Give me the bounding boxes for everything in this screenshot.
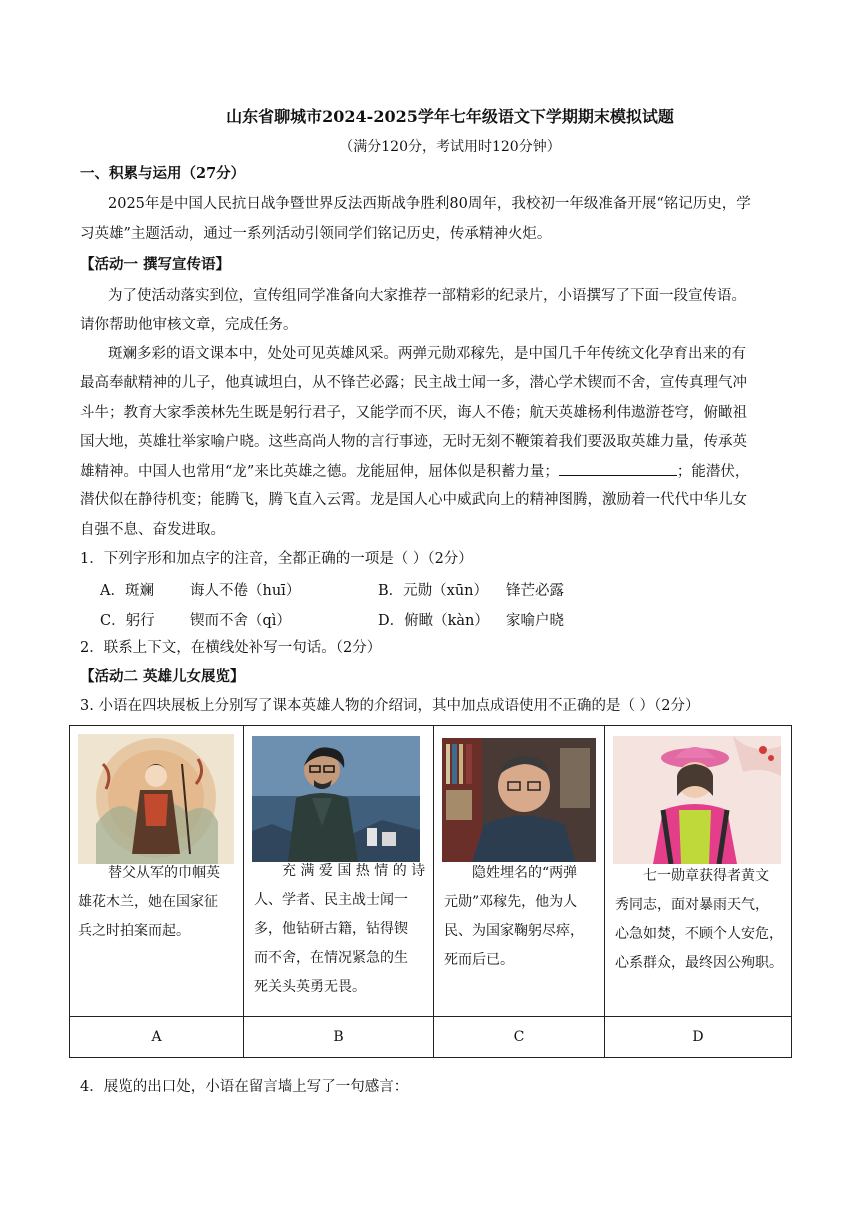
passage-line-4: 国大地，英雄壮举家喻户晓。这些高尚人物的言行事迹，无时无刻不鞭策着我们要汲取英雄力量，传承英 xyxy=(80,434,747,450)
board-c-label: C xyxy=(434,1017,605,1058)
intro-line-1: 2025年是中国人民抗日战争暨世界反法西斯战争胜利80周年，我校初一年级准备开展“铭记历史，学 xyxy=(108,196,751,212)
board-d-line: 七一勋章获得者黄文 xyxy=(643,868,769,884)
board-d-line: 心急如焚，不顾个人安危， xyxy=(615,926,783,942)
exam-subtitle: （满分120分，考试用时120分钟） xyxy=(339,139,561,155)
passage-line-2: 最高奉献精神的儿子，他真诚坦白，从不锋芒必露；民主战士闻一多，潜心学术锲而不舍，宣传真理气冲 xyxy=(80,375,747,391)
q1-option-a-word: A．斑斓 xyxy=(100,583,154,599)
board-c-line: 死而后已。 xyxy=(444,952,514,968)
board-c-caption xyxy=(444,859,597,975)
board-a-label: A xyxy=(70,1017,244,1058)
board-c-line: 隐姓埋名的“两弹 xyxy=(472,865,578,881)
passage-line-1: 斑斓多彩的语文课本中，处处可见英雄风采。两弹元勋邓稼先，是中国几千年传统文化孕育出来的有 xyxy=(108,346,746,362)
q2-stem: 2．联系上下文，在横线处补写一句话。（2分） xyxy=(80,640,382,656)
activity1-heading: 【活动一 撰写宣传语】 xyxy=(80,256,231,273)
q1-stem: 1．下列字形和加点字的注音，全都正确的一项是（ ）（2分） xyxy=(80,551,473,567)
board-b-line: 而不舍，在情况紧急的生 xyxy=(254,950,408,966)
board-d-label: D xyxy=(605,1017,792,1058)
board-a-line: 雄花木兰，她在国家征 xyxy=(78,894,218,910)
board-b-line: 死关头英勇无畏。 xyxy=(254,979,366,995)
huang-wenxiu-photo xyxy=(613,736,781,864)
intro-line-2: 习英雄”主题活动，通过一系列活动引领同学们铭记历史，传承精神火炬。 xyxy=(80,226,552,242)
board-d-caption xyxy=(615,862,787,978)
board-a-line: 兵之时拍案而起。 xyxy=(78,923,190,939)
q1-option-d-item: 家喻户晓 xyxy=(506,613,564,629)
board-a-line: 替父从军的巾帼英 xyxy=(108,865,220,881)
q1-option-b-word: B．元勋（xūn） xyxy=(378,583,489,599)
fill-in-blank[interactable] xyxy=(559,461,677,476)
board-c-line: 元勋”邓稼先，他为人 xyxy=(444,894,578,910)
q3-stem: 3. 小语在四块展板上分别写了课本英雄人物的介绍词，其中加点成语使用不正确的是（ ）（2分） xyxy=(80,698,700,714)
board-c xyxy=(434,726,605,1017)
q1-option-b-item: 锋芒必露 xyxy=(506,583,564,599)
board-b-label: B xyxy=(244,1017,434,1058)
activity2-heading: 【活动二 英雄儿女展览】 xyxy=(80,668,245,685)
q1-option-d-word: D．俯瞰（kàn） xyxy=(378,613,489,629)
q1-option-a-item: 诲人不倦（huī） xyxy=(190,583,301,599)
board-b-line: 多，他钻研古籍，钻得锲 xyxy=(254,921,408,937)
board-b-line: 人、学者、民主战士闻一 xyxy=(254,892,408,908)
hua-mulan-illustration xyxy=(78,734,234,864)
board-a-caption xyxy=(78,859,236,946)
board-b-line: 充 满 爱 国 热 情 的 诗 xyxy=(282,863,426,879)
deng-jiaxian-photo xyxy=(442,738,596,862)
activity1-p1-line-2: 请你帮助他审核文章，完成任务。 xyxy=(80,317,298,333)
passage-line-7: 自强不息、奋发进取。 xyxy=(80,522,225,538)
board-d xyxy=(605,726,792,1017)
passage-line-3: 斗牛；教育大家季羡林先生既是躬行君子，又能学而不厌，诲人不倦；航天英雄杨利伟遨游苍穹，俯瞰祖 xyxy=(80,405,747,421)
section-heading: 一、积累与运用（27分） xyxy=(80,165,246,182)
passage-line-6: 潜伏似在静待机变；能腾飞，腾飞直入云霄。龙是国人心中威武向上的精神图腾，激励着一代代中华儿女 xyxy=(80,492,747,508)
board-b-caption xyxy=(254,857,426,1002)
q1-option-c-word: C．躬行 xyxy=(100,613,155,629)
board-b xyxy=(244,726,434,1017)
board-d-line: 秀同志，面对暴雨天气， xyxy=(615,897,769,913)
q4-stem: 4．展览的出口处，小语在留言墙上写了一句感言： xyxy=(80,1079,409,1095)
passage-line-5-text: 雄精神。中国人也常用“龙”来比英雄之德。龙能屈伸，屈体似是积蓄力量； xyxy=(80,464,559,480)
passage-line-5-tail: ；能潜伏， xyxy=(676,464,750,480)
passage-line-5 xyxy=(80,461,790,482)
board-c-line: 民、为国家鞠躬尽瘁， xyxy=(444,923,584,939)
exam-title: 山东省聊城市2024-2025学年七年级语文下学期期末模拟试题 xyxy=(226,107,674,126)
q1-option-c-item: 锲而不舍（qì） xyxy=(190,613,291,629)
activity1-p1-line-1: 为了使活动落实到位，宣传组同学准备向大家推荐一部精彩的纪录片，小语撰写了下面一段宣传语。 xyxy=(108,288,746,304)
wen-yiduo-painting xyxy=(252,736,420,862)
exhibition-boards-table xyxy=(69,725,792,1058)
board-a xyxy=(70,726,244,1017)
board-d-line: 心系群众，最终因公殉职。 xyxy=(615,955,783,971)
